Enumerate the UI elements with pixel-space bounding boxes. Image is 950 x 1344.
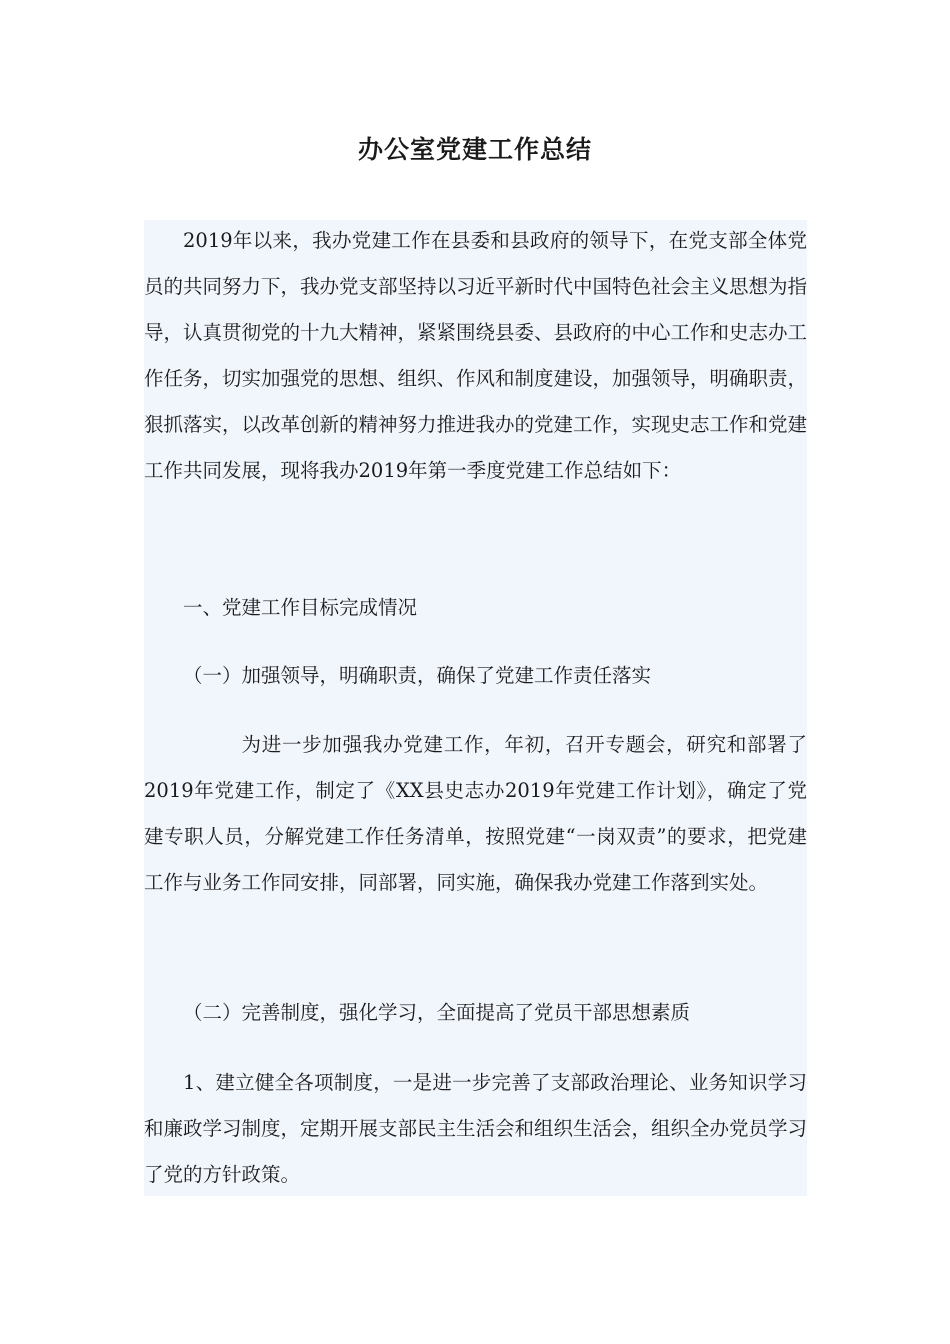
subsection-1-paragraph: 为进一步加强我办党建工作，年初，召开专题会，研究和部署了2019年党建工作，制定了《XX县史志办2019年党建工作计划》，确定了党建专职人员，分解党建工作任务清单，按照党建“一岗双责”的要求，把党建工作与业务工作同安排，同部署，同实施，确保我办党建工作落到实处。 xyxy=(144,733,807,894)
intro-paragraph: 2019年以来，我办党建工作在县委和县政府的领导下，在党支部全体党员的共同努力下，我办党支部坚持以习近平新时代中国特色社会主义思想为指导，认真贯彻党的十九大精神，紧紧围绕县委、县政府的中心工作和史志办工作任务，切实加强党的思想、组织、作风和制度建设，加强领导，明确职责，狠抓落实，以改革创新的精神努力推进我办的党建工作，实现史志工作和党建工作共同发展，现将我办2019年第一季度党建工作总结如下： xyxy=(144,229,808,482)
document-title: 办公室党建工作总结 xyxy=(357,135,592,164)
section-heading-1: 一、党建工作目标完成情况 xyxy=(183,596,418,619)
subsection-heading-1: （一）加强领导，明确职责，确保了党建工作责任落实 xyxy=(183,664,652,687)
subsection-heading-2: （二）完善制度，强化学习，全面提高了党员干部思想素质 xyxy=(183,1001,691,1024)
subsection-2-paragraph: 1、建立健全各项制度，一是进一步完善了支部政治理论、业务知识学习和廉政学习制度，定期开展支部民主生活会和组织生活会，组织全办党员学习了党的方针政策。 xyxy=(144,1071,808,1186)
